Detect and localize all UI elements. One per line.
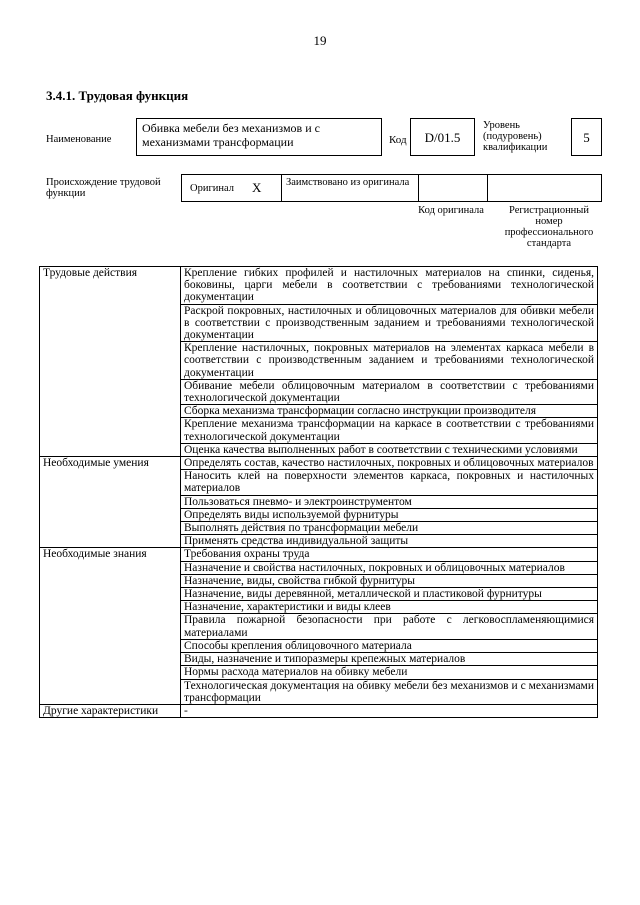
item-cell: Пользоваться пневмо- и электроинструментом: [181, 495, 598, 508]
item-cell: Правила пожарной безопасности при работе с легковоспламеняющимися материалами: [181, 614, 598, 639]
section-title-cell: Другие характеристики: [40, 704, 181, 717]
code-label: Код: [389, 134, 407, 146]
item-cell: Нормы расхода материалов на обивку мебели: [181, 666, 598, 679]
item-cell: Сборка механизма трансформации согласно инструкции производителя: [181, 405, 598, 418]
origin-divider-1: [281, 175, 282, 201]
item-cell: Требования охраны труда: [181, 548, 598, 561]
item-cell: Обивание мебели облицовочным материалом в соответствии с требованиями технологической документации: [181, 379, 598, 404]
original-label: Оригинал: [190, 183, 234, 194]
name-label: Наименование: [46, 134, 112, 145]
item-cell: Назначение, характеристики и виды клеев: [181, 601, 598, 614]
level-label: Уровень (подуровень) квалификации: [483, 120, 548, 153]
item-cell: Назначение, виды деревянной, металлической и пластиковой фурнитуры: [181, 588, 598, 601]
item-cell: Назначение, виды, свойства гибкой фурнитуры: [181, 574, 598, 587]
section-title-cell: Трудовые действия: [40, 267, 181, 457]
labor-function-table: [39, 266, 598, 718]
item-cell: Виды, назначение и типоразмеры крепежных материалов: [181, 653, 598, 666]
table-row: [40, 548, 598, 561]
origin-divider-3: [487, 175, 488, 201]
origin-divider-2: [418, 175, 419, 201]
level-value-box: [571, 118, 602, 156]
item-cell: Крепление гибких профилей и настилочных материалов на спинки, сиденья, боковины, царги мебели в соответствии с требованиями технологической документации: [181, 267, 598, 305]
table-row: [40, 267, 598, 305]
item-cell: Крепление настилочных, покровных материалов на элементах каркаса мебели в соответствии с производственным заданием и требованиями технологической документации: [181, 342, 598, 380]
origin-box: [181, 174, 602, 202]
item-cell: Применять средства индивидуальной защиты: [181, 535, 598, 548]
borrowed-label: Заимствовано из оригинала: [286, 177, 410, 188]
item-cell: Определять виды используемой фурнитуры: [181, 508, 598, 521]
code-caption: Код оригинала: [418, 205, 484, 216]
item-cell: Раскрой покровных, настилочных и облицовочных материалов для обивки мебели в соответствии с производственным заданием и требованиями технологической документации: [181, 304, 598, 342]
item-cell: -: [181, 704, 598, 717]
item-cell: Способы крепления облицовочного материала: [181, 639, 598, 652]
code-value-box: [410, 118, 475, 156]
item-cell: Наносить клей на поверхности элементов каркаса, покровных и настилочных материалов: [181, 470, 598, 495]
item-cell: Определять состав, качество настилочных, покровных и облицовочных материалов: [181, 457, 598, 470]
item-cell: Выполнять действия по трансформации мебели: [181, 522, 598, 535]
code-value: D/01.5: [424, 130, 461, 145]
section-title-cell: Необходимые умения: [40, 457, 181, 548]
item-cell: Оценка качества выполненных работ в соответствии с техническими условиями: [181, 443, 598, 456]
page-number: 19: [313, 33, 327, 48]
item-cell: Технологическая документация на обивку мебели без механизмов и с механизмами трансформации: [181, 679, 598, 704]
item-cell: Назначение и свойства настилочных, покровных и облицовочных материалов: [181, 561, 598, 574]
table-row: [40, 457, 598, 470]
name-value: Обивка мебели без механизмов и с механизмами трансформации: [142, 121, 320, 149]
table-row: [40, 704, 598, 717]
original-mark: X: [252, 180, 262, 195]
name-value-box: [136, 118, 382, 156]
reg-caption: Регистрационный номер профессионального стандарта: [504, 205, 594, 249]
section-title-cell: Необходимые знания: [40, 548, 181, 704]
origin-label: Происхождение трудовой функции: [46, 177, 161, 199]
section-title: 3.4.1. Трудовая функция: [46, 88, 189, 103]
item-cell: Крепление механизма трансформации на каркасе в соответствии с требованиями технологической документации: [181, 418, 598, 443]
level-value: 5: [583, 130, 590, 145]
